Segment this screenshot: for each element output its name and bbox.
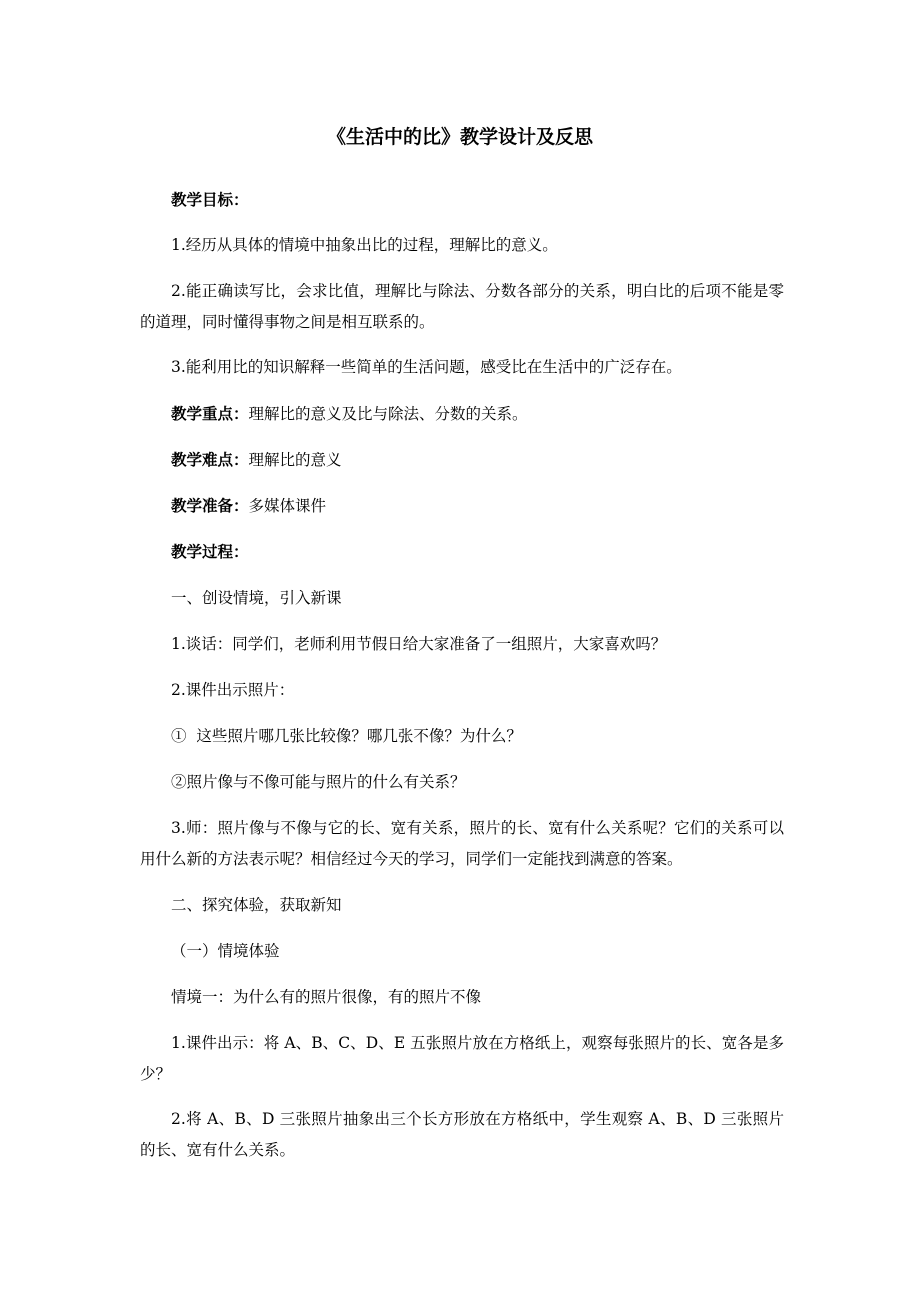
section-1-heading: 一、创设情境，引入新课 <box>171 589 342 607</box>
process-heading: 教学过程： <box>171 542 249 561</box>
preparation <box>140 490 815 522</box>
section-2-item-2: 2.将 A、B、D 三张照片抽象出三个长方形放在方格纸中，学生观察 A、B、D 三张照片的长、宽有什么关系。 <box>140 1110 784 1159</box>
difficulty-label: 教学难点： <box>171 450 249 469</box>
scenario-1: 情境一：为什么有的照片很像，有的照片不像 <box>171 988 482 1006</box>
difficulty <box>140 444 815 476</box>
difficulty-text: 理解比的意义 <box>248 451 342 469</box>
preparation-label: 教学准备： <box>171 496 249 515</box>
section-1-item-3: 3.师：照片像与不像与它的长、宽有关系，照片的长、宽有什么关系呢？它们的关系可以用什么新的方法表示呢？相信经过今天的学习，同学们一定能找到满意的答案。 <box>140 819 784 868</box>
key-point-text: 理解比的意义及比与除法、分数的关系。 <box>248 405 528 423</box>
preparation-text: 多媒体课件 <box>248 497 327 515</box>
objective-3: 3.能利用比的知识解释一些简单的生活问题，感受比在生活中的广泛存在。 <box>171 358 682 376</box>
section-1-item-2: 2.课件出示照片： <box>171 681 295 699</box>
section-1-question-1: ① 这些照片哪几张比较像？哪几张不像？为什么？ <box>171 727 522 745</box>
document-title: 《生活中的比》教学设计及反思 <box>326 126 593 148</box>
key-point <box>140 398 815 430</box>
objective-2: 2.能正确读写比，会求比值，理解比与除法、分数各部分的关系，明白比的后项不能是零的道理，同时懂得事物之间是相互联系的。 <box>140 282 784 331</box>
key-point-label: 教学重点： <box>171 404 249 423</box>
objectives-heading: 教学目标： <box>171 190 249 209</box>
section-2-heading: 二、探究体验，获取新知 <box>171 896 342 914</box>
section-1-question-2: ②照片像与不像可能与照片的什么有关系？ <box>171 773 466 791</box>
section-1-item-1: 1.谈话：同学们，老师利用节假日给大家准备了一组照片，大家喜欢吗？ <box>171 635 667 653</box>
section-2-item-1: 1.课件出示：将 A、B、C、D、E 五张照片放在方格纸上，观察每张照片的长、宽各是多少？ <box>140 1034 784 1083</box>
objective-1: 1.经历从具体的情境中抽象出比的过程，理解比的意义。 <box>171 236 558 254</box>
subsection-1-heading: （一）情境体验 <box>171 942 280 960</box>
